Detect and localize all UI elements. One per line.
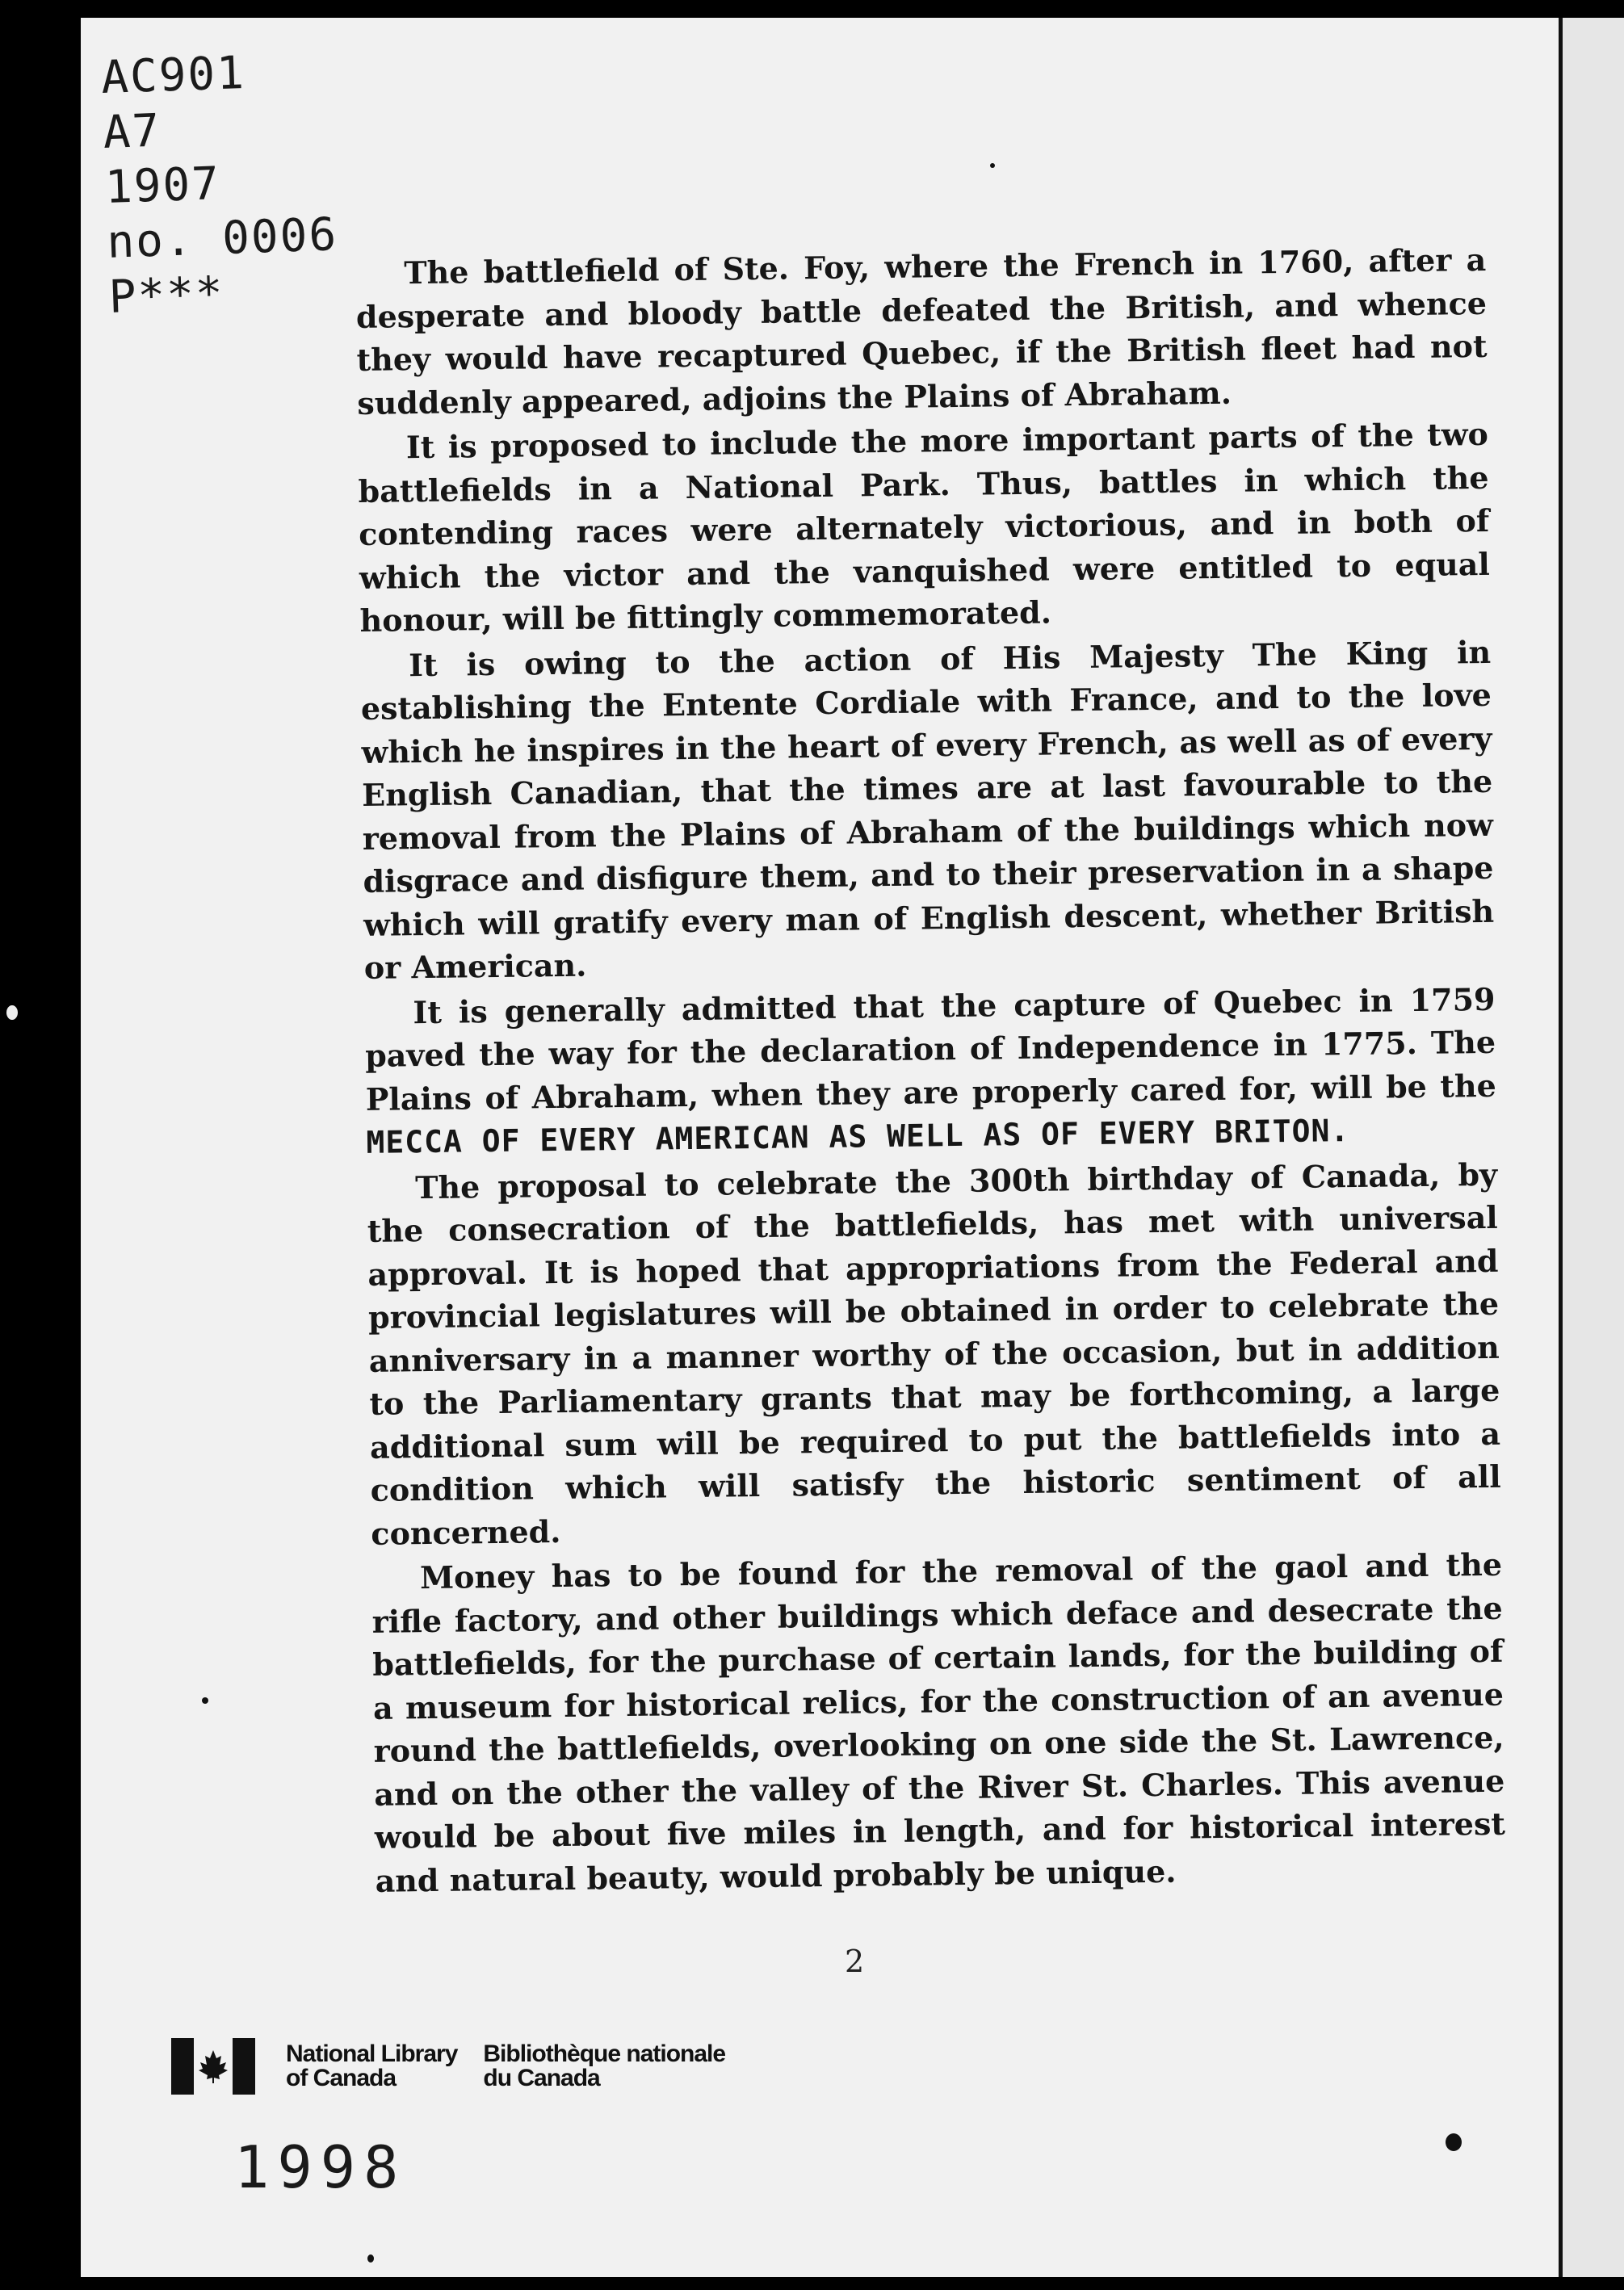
paragraph-entente-cordiale: It is owing to the action of His Majesty The King in establishing the Entente Cordiale with France, and to the love which he inspires in the heart of every French, as well as of every English Canadian, that the times are at last favourable to the removal from the Plains of Abraham of the buildings which now disgrace and disfigure them, and to their preservation in a shape which will gratify every man of English descent, whether British or American. xyxy=(360,633,1495,986)
handwritten-line: 1907 xyxy=(103,157,221,214)
document-page xyxy=(81,18,1559,2277)
paragraph-mecca xyxy=(364,977,1497,1164)
speck xyxy=(990,163,995,168)
library-name-en-line2: of Canada xyxy=(286,2065,397,2091)
handwritten-line: AC901 xyxy=(100,46,246,105)
paragraph-mecca-lead: It is generally admitted that the capture of Quebec in 1759 paved the way for the declaration of Independence in 1775. The Plains of Abraham, when they are properly cared for, will be the xyxy=(364,980,1496,1118)
paragraph-300th-birthday: The proposal to celebrate the 300th birthday of Canada, by the consecration of the battlefields, has met with universal approval. It is hoped that appropriations from the Federal and provincial legislatures will be obtained in order to celebrate the anniversary in a manner worthy of the occasion, but in addition to the Parliamentary grants that may be forthcoming, a large additional sum will be required to put the battlefields into a condition which will satisfy the historic sentiment of all concerned. xyxy=(367,1155,1501,1552)
body-text xyxy=(355,238,1506,1904)
library-name-fr xyxy=(483,2042,725,2091)
library-name-en-line1: National Library xyxy=(286,2040,458,2067)
speck xyxy=(367,2254,374,2263)
library-logo-block xyxy=(171,2038,725,2095)
speck xyxy=(1446,2133,1462,2151)
library-name-fr-line1: Bibliothèque nationale xyxy=(483,2040,726,2067)
library-name-fr-line2: du Canada xyxy=(483,2065,600,2091)
paragraph-ste-foy: The battlefield of Ste. Foy, where the French in 1760, after a desperate and bloody battle defeated the British, and whence they would have recaptured Quebec, if the British fleet had not suddenly appeared, adjoins the Plains of Abraham. xyxy=(355,241,1488,422)
stamp-number: 1998 xyxy=(234,2133,407,2201)
speck xyxy=(202,1697,208,1704)
speck xyxy=(6,1005,18,1020)
canada-flag-icon xyxy=(171,2038,255,2095)
page-edge xyxy=(1559,18,1624,2277)
library-name-en xyxy=(286,2042,457,2091)
handwritten-line: A7 xyxy=(102,104,162,160)
page-number: 2 xyxy=(845,1944,865,1979)
handwritten-call-number xyxy=(100,43,340,325)
handwritten-line: P*** xyxy=(107,266,225,324)
paragraph-mecca-emphasis: MECCA OF EVERY AMERICAN AS WELL AS OF EVERY BRITON. xyxy=(366,1113,1350,1160)
handwritten-line: no. 0006 xyxy=(106,208,339,269)
paragraph-money: Money has to be found for the removal of the gaol and the rifle factory, and other buildings which deface and desecrate the battlefields, for the purchase of certain lands, for the building of a museum for historical relics, for the construction of an avenue round the battlefields, overlooking on one side the St. Lawrence, and on the other the valley of the River St. Charles. This avenue would be about five miles in length, and for historical interest and natural beauty, would probably be unique. xyxy=(371,1546,1506,1899)
paragraph-national-park: It is proposed to include the more important parts of the two battlefields in a National Park. Thus, battles in which the contending races were alternately victorious, and in both of which the victor and the vanquished were entitled to equal honour, will be fittingly commemorated. xyxy=(358,415,1491,639)
